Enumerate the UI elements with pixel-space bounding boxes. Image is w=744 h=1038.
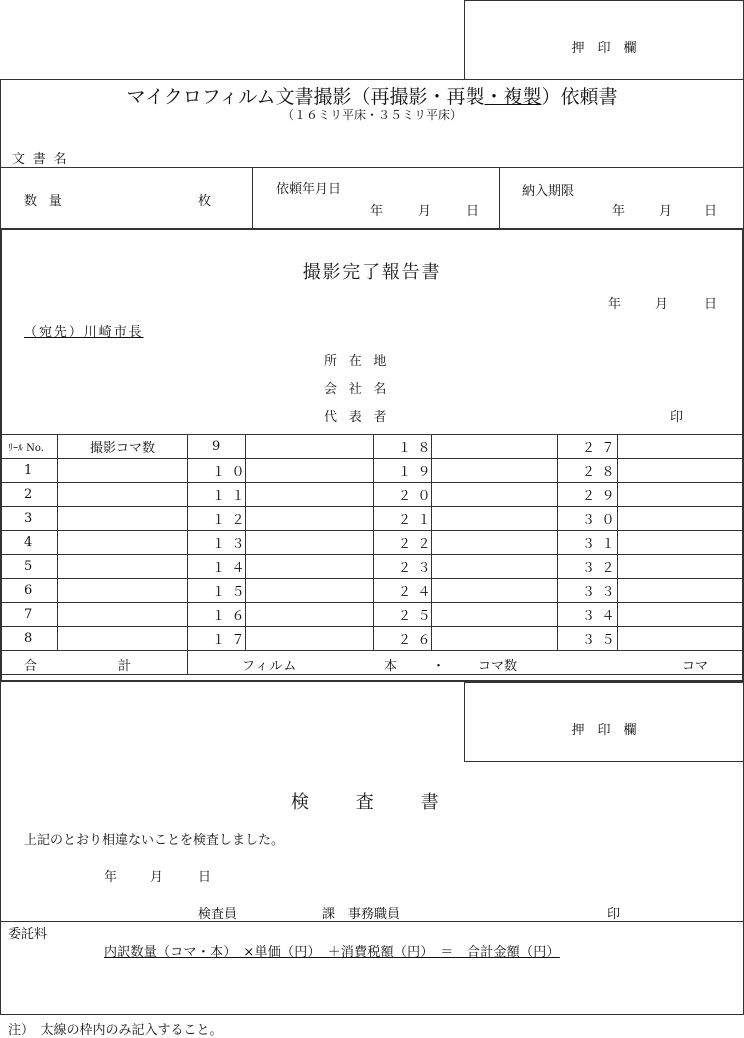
table-cell[interactable] bbox=[58, 603, 188, 627]
table-cell[interactable] bbox=[618, 627, 743, 651]
table-cell: ２６ bbox=[374, 627, 432, 651]
table-cell[interactable] bbox=[58, 507, 188, 531]
table-cell[interactable] bbox=[432, 579, 558, 603]
table-cell: １９ bbox=[374, 459, 432, 483]
address-label: 所在地 bbox=[324, 354, 399, 369]
table-cell: 5 bbox=[2, 555, 58, 579]
total-label-a: 合 bbox=[24, 659, 38, 674]
table-row bbox=[2, 483, 743, 507]
table-cell[interactable] bbox=[432, 555, 558, 579]
table-cell: 8 bbox=[2, 627, 58, 651]
table-cell: １６ bbox=[188, 603, 246, 627]
table-cell[interactable] bbox=[246, 603, 374, 627]
request-date-day: 日 bbox=[466, 204, 480, 219]
inspection-day: 日 bbox=[198, 870, 212, 885]
form-title: マイクロフィルム文書撮影（再撮影・再製・複製）依頼書 bbox=[126, 86, 618, 108]
report-title: 撮影完了報告書 bbox=[302, 262, 442, 283]
table-cell[interactable] bbox=[432, 459, 558, 483]
table-cell[interactable] bbox=[618, 531, 743, 555]
table-row bbox=[2, 531, 743, 555]
table-row bbox=[2, 555, 743, 579]
table-cell: １３ bbox=[188, 531, 246, 555]
table-cell[interactable] bbox=[246, 435, 374, 459]
doc-name-label: 文書名 bbox=[12, 152, 75, 167]
koma-label: コマ数 bbox=[478, 659, 518, 674]
sheets-unit: 枚 bbox=[198, 194, 212, 209]
table-cell[interactable] bbox=[58, 531, 188, 555]
table-cell[interactable] bbox=[618, 579, 743, 603]
table-cell[interactable] bbox=[432, 627, 558, 651]
table-row bbox=[2, 507, 743, 531]
table-cell: ３４ bbox=[558, 603, 618, 627]
table-row bbox=[2, 579, 743, 603]
table-cell[interactable] bbox=[618, 555, 743, 579]
table-cell[interactable] bbox=[246, 507, 374, 531]
table-cell: ３２ bbox=[558, 555, 618, 579]
koma-unit: コマ bbox=[682, 659, 709, 674]
table-cell[interactable] bbox=[246, 531, 374, 555]
table-cell[interactable] bbox=[432, 531, 558, 555]
table-cell: １４ bbox=[188, 555, 246, 579]
table-cell[interactable] bbox=[58, 459, 188, 483]
inspection-month: 月 bbox=[150, 870, 164, 885]
delivery-day: 日 bbox=[704, 204, 718, 219]
request-date-month: 月 bbox=[418, 204, 432, 219]
table-cell: １５ bbox=[188, 579, 246, 603]
table-cell[interactable] bbox=[618, 507, 743, 531]
frames-header: 撮影コマ数 bbox=[58, 435, 188, 459]
table-cell: 9 bbox=[188, 435, 246, 459]
form-subtitle: （１６ミリ平床・３５ミリ平床） bbox=[281, 108, 462, 122]
table-cell: ２７ bbox=[558, 435, 618, 459]
table-cell: １８ bbox=[374, 435, 432, 459]
table-cell: ３０ bbox=[558, 507, 618, 531]
table-cell[interactable] bbox=[246, 579, 374, 603]
table-cell: １７ bbox=[188, 627, 246, 651]
table-cell: 7 bbox=[2, 603, 58, 627]
reel-no-header: ﾘｰﾙ No. bbox=[2, 435, 58, 459]
inspection-year: 年 bbox=[104, 870, 118, 885]
report-month: 月 bbox=[655, 297, 669, 312]
film-label: フィルム bbox=[242, 659, 298, 674]
table-cell: 1 bbox=[2, 459, 58, 483]
table-cell[interactable] bbox=[432, 435, 558, 459]
table-row bbox=[2, 459, 743, 483]
section-staff-label: 課 事務職員 bbox=[322, 907, 401, 922]
table-cell: １２ bbox=[188, 507, 246, 531]
table-cell: １０ bbox=[188, 459, 246, 483]
company-label: 会社名 bbox=[324, 382, 399, 397]
table-cell: ３５ bbox=[558, 627, 618, 651]
table-cell: ２９ bbox=[558, 483, 618, 507]
table-cell[interactable] bbox=[432, 483, 558, 507]
table-cell: 4 bbox=[2, 531, 58, 555]
table-cell: ２０ bbox=[374, 483, 432, 507]
table-cell: ２８ bbox=[558, 459, 618, 483]
table-cell: ２１ bbox=[374, 507, 432, 531]
fee-label: 委託料 bbox=[8, 927, 48, 942]
table-cell[interactable] bbox=[618, 603, 743, 627]
table-cell[interactable] bbox=[618, 459, 743, 483]
request-date-year: 年 bbox=[370, 204, 384, 219]
total-label-b: 計 bbox=[118, 659, 132, 674]
inspector-seal: 印 bbox=[607, 907, 621, 922]
table-cell: ２３ bbox=[374, 555, 432, 579]
table-cell: ２５ bbox=[374, 603, 432, 627]
table-cell[interactable] bbox=[58, 483, 188, 507]
quantity-label: 数量 bbox=[24, 194, 74, 209]
table-row bbox=[2, 627, 743, 651]
total-label-cell bbox=[2, 651, 188, 675]
seal-label-middle: 押 印 欄 bbox=[571, 723, 637, 738]
table-cell[interactable] bbox=[618, 435, 743, 459]
fee-formula: 内訳数量（コマ・本） ×単価（円） ＋消費税額（円） ＝ 合計金額（円） bbox=[104, 945, 560, 960]
table-cell: ２２ bbox=[374, 531, 432, 555]
total-value-cell[interactable] bbox=[188, 651, 743, 675]
table-cell: 3 bbox=[2, 507, 58, 531]
table-cell[interactable] bbox=[432, 507, 558, 531]
seal-label-top: 押 印 欄 bbox=[571, 41, 637, 56]
table-cell[interactable] bbox=[432, 603, 558, 627]
table-cell: 2 bbox=[2, 483, 58, 507]
representative-label: 代表者 bbox=[324, 410, 399, 425]
table-cell[interactable] bbox=[58, 579, 188, 603]
table-cell[interactable] bbox=[246, 627, 374, 651]
delivery-year: 年 bbox=[612, 204, 626, 219]
fee-box bbox=[0, 921, 744, 1015]
seal-mark: 印 bbox=[670, 410, 684, 425]
delivery-month: 月 bbox=[659, 204, 673, 219]
table-cell[interactable] bbox=[58, 627, 188, 651]
report-year: 年 bbox=[608, 297, 622, 312]
table-cell: １１ bbox=[188, 483, 246, 507]
table-cell: ３３ bbox=[558, 579, 618, 603]
request-date-label: 依頼年月日 bbox=[276, 182, 342, 197]
table-cell: 6 bbox=[2, 579, 58, 603]
inspector-label: 検査員 bbox=[198, 907, 238, 922]
frame-count-table bbox=[1, 434, 743, 675]
table-cell: ３１ bbox=[558, 531, 618, 555]
table-cell[interactable] bbox=[58, 555, 188, 579]
total-row bbox=[2, 651, 743, 675]
delivery-label: 納入期限 bbox=[522, 184, 575, 199]
table-cell[interactable] bbox=[618, 483, 743, 507]
footer-note: 注） 太線の枠内のみ記入すること。 bbox=[8, 1023, 223, 1038]
table-cell: ２４ bbox=[374, 579, 432, 603]
table-cell[interactable] bbox=[246, 459, 374, 483]
addressee: （宛先）川崎市長 bbox=[24, 325, 144, 340]
table-header-row bbox=[2, 435, 743, 459]
table-cell[interactable] bbox=[246, 483, 374, 507]
report-day: 日 bbox=[704, 297, 718, 312]
inspection-title: 検 査 書 bbox=[291, 792, 453, 813]
hon-unit: 本 bbox=[384, 659, 398, 674]
table-row bbox=[2, 603, 743, 627]
separator-dot: ・ bbox=[432, 659, 446, 674]
inspection-statement: 上記のとおり相違ないことを検査しました。 bbox=[24, 833, 285, 848]
table-cell[interactable] bbox=[246, 555, 374, 579]
